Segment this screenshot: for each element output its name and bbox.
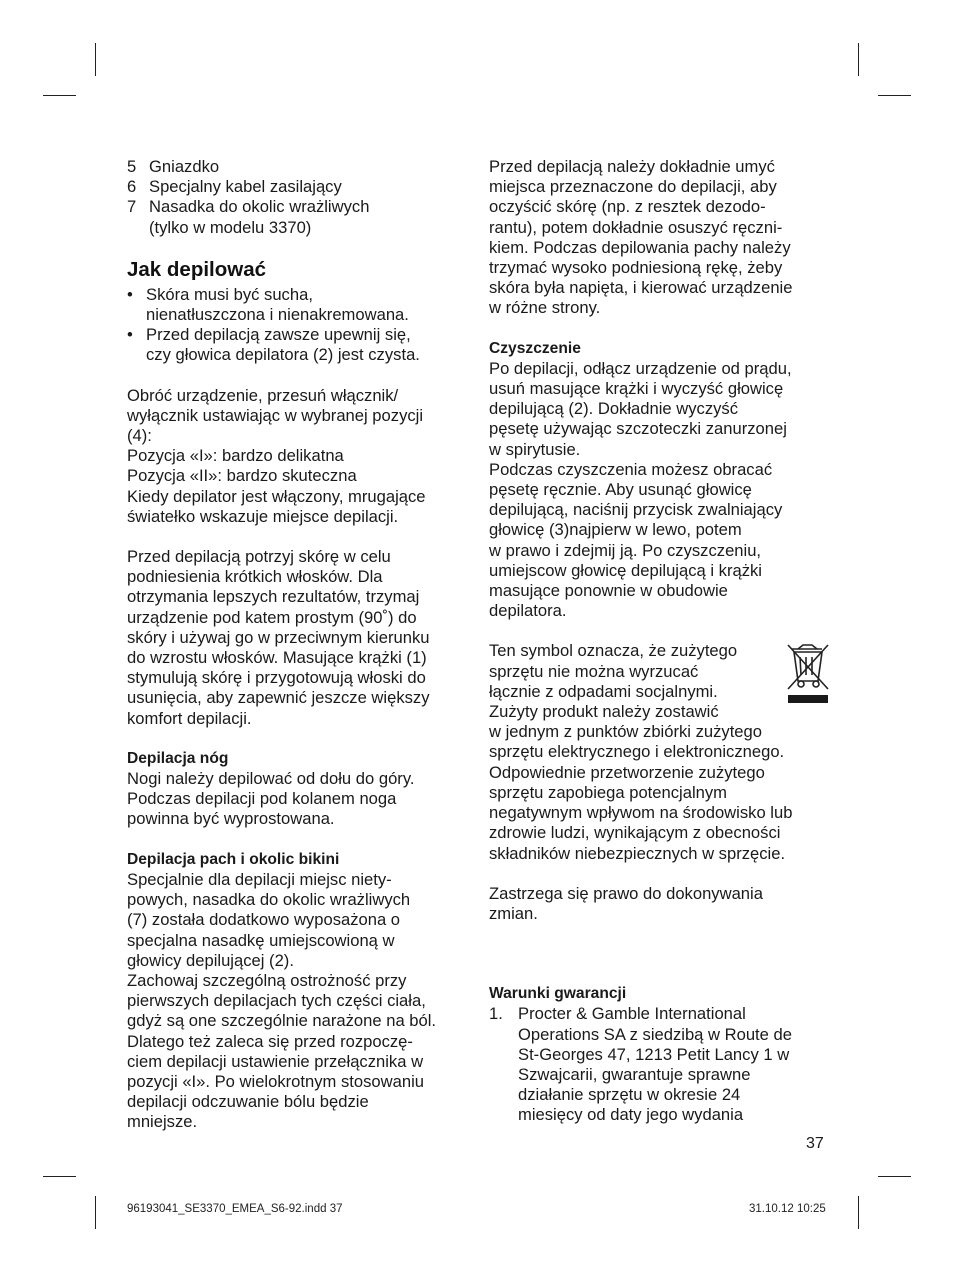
- paragraph-switch-usage: Obróć urządzenie, przesuń włącznik/ wyłącznik ustawiając w wybranej pozycji (4): Pozycja «I»: bardzo delikatna Pozycja «II»: bardzo skuteczna Kiedy depilator jest włączony, mrugające światełko wskazuje miejsce depilacji.: [127, 385, 426, 526]
- bullet-item: • Przed depilacją zawsze upewnij się, czy głowica depilatora (2) jest czysta.: [127, 325, 420, 365]
- crop-mark: [878, 95, 911, 96]
- bullet-item: • Skóra musi być sucha, nienatłuszczona i nienakremowana.: [127, 284, 409, 325]
- paragraph-armpit-bikini: Specjalnie dla depilacji miejsc niety- powych, nasadka do okolic wrażliwych (7) została dodatkowo wyposażona o specjalna nasadkę umiejscowioną w głowicy depilującej (2). Zachowaj szczególną ostrożność przy pierwszych depilacjach tych części ciała, gdyż są one szczególnie narażone na ból. Dlatego też zaleca się przed rozpoczę- ciem depilacji ustawienie przełącznika w pozycji «I». Po wielokrotnym stosowaniu depilacji odczuwanie bólu będzie mniejsze.: [127, 869, 437, 1132]
- list-item: 5 Gniazdko: [127, 157, 220, 176]
- crop-mark: [858, 1196, 859, 1229]
- list-item: 7 Nasadka do okolic wrażliwych (tylko w modelu 3370): [127, 197, 370, 237]
- subheading-cleaning: Czyszczenie: [489, 339, 581, 357]
- subheading-legs: Depilacja nóg: [127, 749, 229, 767]
- crop-mark: [878, 1176, 911, 1177]
- left-column: [127, 157, 472, 1133]
- subheading-armpit-bikini: Depilacja pach i okolic bikini: [127, 850, 340, 868]
- paragraph-preparation: Przed depilacją należy dokładnie umyć miejsca przeznaczone do depilacji, aby oczyścić skórę (np. z resztek dezodo- rantu), potem dokładnie osuszyć ręczni- kiem. Podczas depilowania pachy należy trzymać wysoko podniesioną rękę, żeby skóra była napięta, i kierować urządzenie w różne strony.: [489, 157, 793, 318]
- rights-reserved-note: Zastrzega się prawo do dokonywania zmian.: [489, 883, 763, 923]
- footer-date: 31.10.12 10:25: [749, 1203, 826, 1215]
- parts-list: [127, 157, 472, 238]
- footer-file-info: 96193041_SE3370_EMEA_S6-92.indd 37: [127, 1203, 343, 1215]
- crop-mark: [95, 43, 96, 76]
- section-heading: Jak depilować: [127, 257, 267, 281]
- paragraph-technique: Przed depilacją potrzyj skórę w celu podniesienia krótkich włosków. Dla otrzymania lepszych rezultatów, trzymaj urządzenie pod katem prostym (90˚) do skóry i używaj go w przeciwnym kierunku do wzrostu włosków. Masujące krążki (1) stymulują skórę i przygotowują włoski do usunięcia, aby zapewnić jeszcze większy komfort depilacji.: [127, 547, 430, 728]
- crop-mark: [95, 1196, 96, 1229]
- crop-mark: [43, 1176, 76, 1177]
- bullet-list: [127, 285, 472, 366]
- paragraph-weee: Ten symbol oznacza, że zużytego sprzętu nie można wyrzucać łącznie z odpadami socjalnymi. Zużyty produkt należy zostawić w jednym z punktów zbiórki zużytego sprzętu elektrycznego i elektronicznego. Odpowiednie przetworzenie zużytego sprzętu zapobiega potencjalnym negatywnym wpływom na środowisko lub zdrowie ludzi, wynikającym z obecności składników niebezpiecznych w sprzęcie.: [489, 641, 834, 863]
- paragraph-legs: Nogi należy depilować od dołu do góry. Podczas depilacji pod kolanem noga powinna być wyprostowana.: [127, 769, 415, 829]
- list-item: 1. Procter & Gamble International Operations SA z siedzibą w Route de St-Georges 47, 1213 Petit Lancy 1 w Szwajcarii, gwarantuje sprawne działanie sprzętu w okresie 24 miesięcy od daty jego wydania: [489, 1004, 792, 1125]
- page-number: 37: [806, 1135, 824, 1152]
- crossed-out-wheelie-bin-icon: [784, 641, 832, 710]
- paragraph-cleaning: Po depilacji, odłącz urządzenie od prądu, usuń masujące krążki i wyczyść głowicę depilującą (2). Dokładnie wyczyść pęsetę używając szczoteczki zanurzonej w spirytusie. Podczas czyszczenia możesz obracać pęsetę ręcznie. Aby usunąć głowicę depilującą, naciśnij przycisk zwalniający głowicę (3)najpierw w lewo, potem w prawo i zdejmij ją. Po czyszczeniu, umiejscow głowicę depilującą i krążki masujące ponownie w obudowie depilatora.: [489, 358, 792, 621]
- subheading-warranty: Warunki gwarancji: [489, 985, 627, 1003]
- crop-mark: [858, 43, 859, 76]
- crop-mark: [43, 95, 76, 96]
- list-item: 6 Specjalny kabel zasilający: [127, 177, 342, 197]
- right-column: [489, 157, 834, 1126]
